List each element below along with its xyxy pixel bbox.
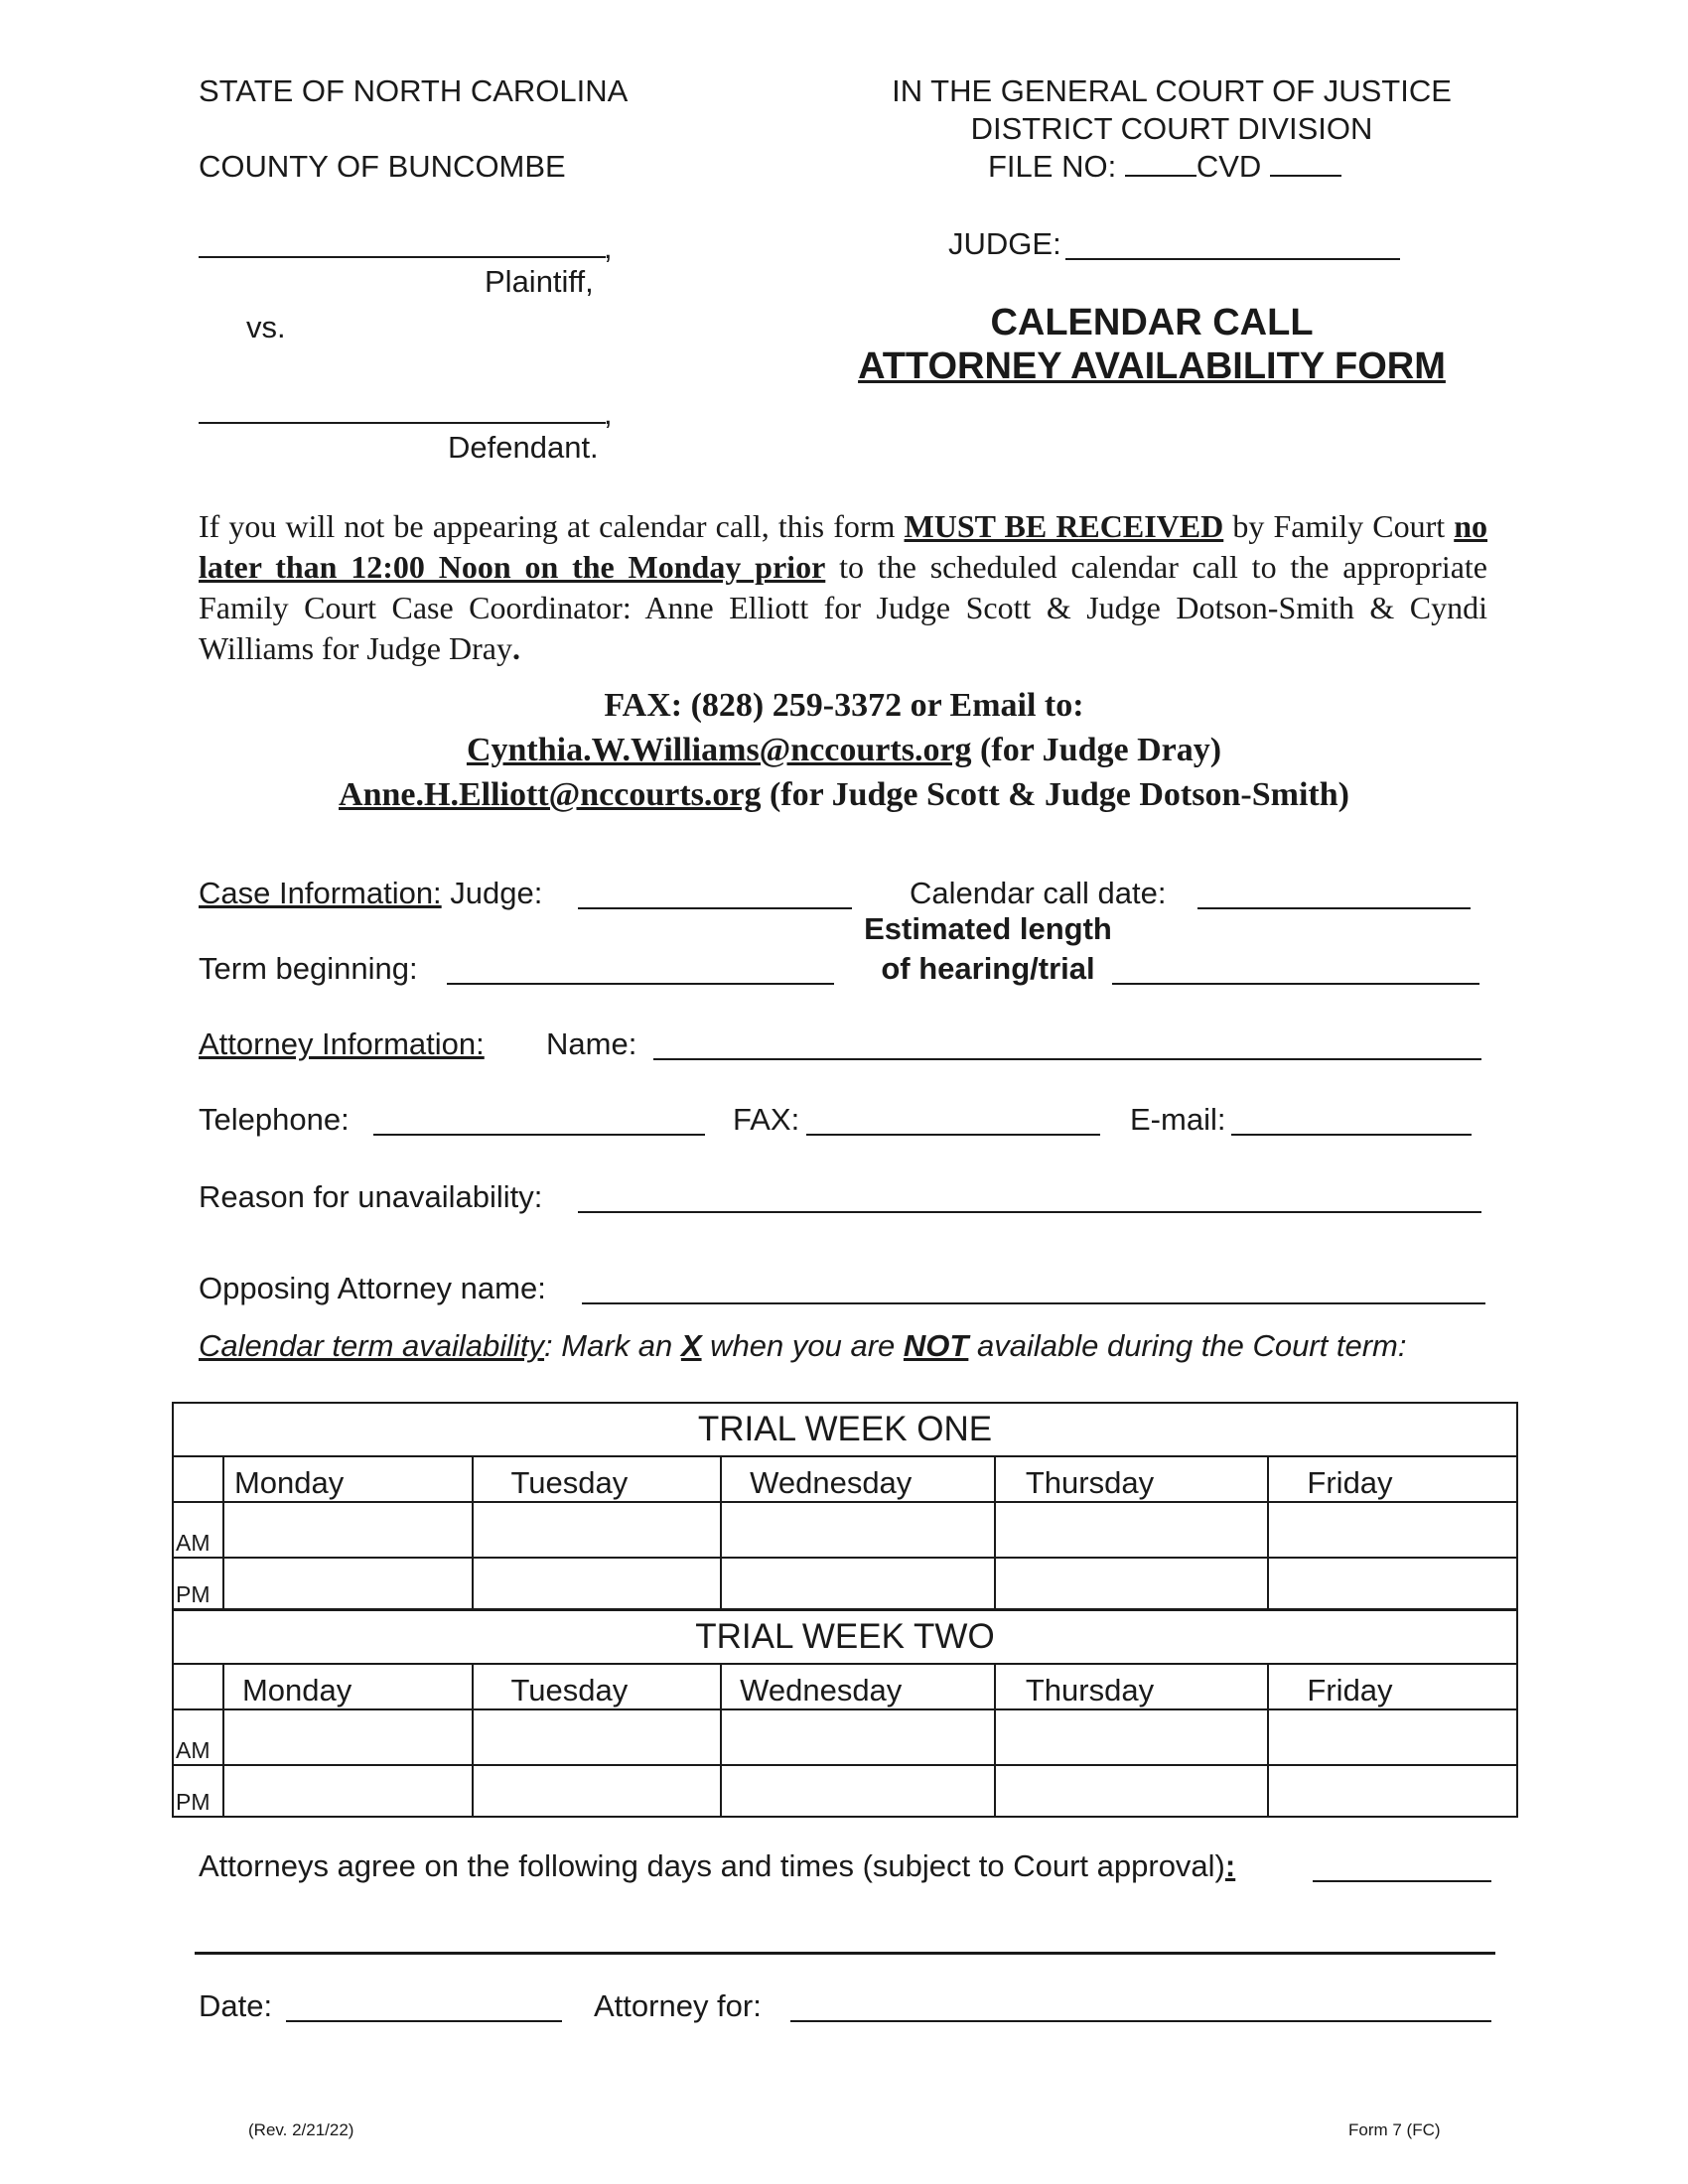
- week2-wednesday-am-cell[interactable]: [721, 1709, 995, 1765]
- estimated-length-label-line2: of hearing/trial: [881, 951, 1095, 986]
- week2-thursday-pm-cell[interactable]: [995, 1765, 1269, 1817]
- fax-blank[interactable]: [806, 1134, 1100, 1136]
- week2-tuesday-am-cell[interactable]: [473, 1709, 722, 1765]
- attorney-for-blank[interactable]: [790, 2020, 1491, 2022]
- file-no-year-blank[interactable]: [1125, 149, 1196, 177]
- file-no-number-blank[interactable]: [1270, 149, 1341, 177]
- day-header-monday: Monday: [223, 1664, 473, 1709]
- week2-wednesday-pm-cell[interactable]: [721, 1765, 995, 1817]
- telephone-blank[interactable]: [373, 1134, 705, 1136]
- reason-unavailability-label: Reason for unavailability:: [199, 1179, 543, 1214]
- agreement-line-blank[interactable]: [195, 1952, 1495, 1955]
- calendar-call-date-blank[interactable]: [1197, 907, 1471, 909]
- not-emphasis: NOT: [903, 1328, 969, 1363]
- judge-header-blank[interactable]: [1065, 258, 1400, 260]
- week1-thursday-pm-cell[interactable]: [995, 1558, 1269, 1610]
- week2-friday-pm-cell[interactable]: [1268, 1765, 1517, 1817]
- instructions-paragraph: [199, 506, 1487, 669]
- email-line-scott: [149, 776, 1539, 814]
- week2-thursday-am-cell[interactable]: [995, 1709, 1269, 1765]
- agreement-inline-blank[interactable]: [1313, 1880, 1491, 1882]
- court-name-line2: DISTRICT COURT DIVISION: [970, 111, 1373, 146]
- corner-cell: [173, 1456, 223, 1502]
- case-judge-blank[interactable]: [578, 907, 852, 909]
- form-title-line1: CALENDAR CALL: [990, 302, 1314, 343]
- availability-intro-label: Calendar term availability: [199, 1328, 545, 1363]
- court-name-line1: IN THE GENERAL COURT OF JUSTICE: [892, 73, 1452, 108]
- week2-monday-pm-cell[interactable]: [223, 1765, 473, 1817]
- attorney-info-section-label: Attorney Information:: [199, 1026, 485, 1061]
- instructions-text-3: to the scheduled calendar call to the appropriate Family Court Case Coordinator: Anne Elliott for Judge Scott & Judge Dotson-Smith & Cyndi Williams for Judge Dray: [199, 549, 1488, 666]
- trial-week-two-title: TRIAL WEEK TWO: [173, 1610, 1517, 1665]
- email-note-dray: (for Judge Dray): [971, 732, 1222, 768]
- week1-friday-am-cell[interactable]: [1268, 1502, 1517, 1558]
- fax-label: FAX:: [733, 1102, 800, 1137]
- day-header-wednesday: Wednesday: [721, 1664, 995, 1709]
- plaintiff-comma: ,: [604, 230, 613, 265]
- day-header-wednesday: Wednesday: [721, 1456, 995, 1502]
- email-link-williams[interactable]: Cynthia.W.Williams@nccourts.org: [466, 732, 972, 768]
- judge-header-label: JUDGE:: [948, 226, 1061, 261]
- pm-label: PM: [173, 1765, 223, 1817]
- estimated-length-blank[interactable]: [1112, 983, 1479, 985]
- plaintiff-name-blank[interactable]: [199, 256, 606, 258]
- email-note-scott: (for Judge Scott & Judge Dotson-Smith): [761, 776, 1349, 813]
- email-blank[interactable]: [1231, 1134, 1472, 1136]
- availability-table: [172, 1402, 1518, 1818]
- availability-text-2: when you are: [701, 1328, 904, 1363]
- week1-friday-pm-cell[interactable]: [1268, 1558, 1517, 1610]
- term-beginning-blank[interactable]: [447, 983, 834, 985]
- week1-wednesday-pm-cell[interactable]: [721, 1558, 995, 1610]
- availability-text-1: : Mark an: [544, 1328, 681, 1363]
- email-label: E-mail:: [1130, 1102, 1226, 1137]
- day-header-thursday: Thursday: [995, 1456, 1269, 1502]
- case-info-row: [199, 876, 542, 911]
- county-label: COUNTY OF BUNCOMBE: [199, 149, 566, 184]
- corner-cell: [173, 1664, 223, 1709]
- attorney-name-blank[interactable]: [653, 1058, 1481, 1060]
- day-header-thursday: Thursday: [995, 1664, 1269, 1709]
- agreement-colon: :: [1224, 1848, 1236, 1883]
- form-title-line2: ATTORNEY AVAILABILITY FORM: [858, 345, 1446, 387]
- day-header-tuesday: Tuesday: [473, 1456, 722, 1502]
- defendant-label: Defendant.: [448, 430, 599, 465]
- week1-monday-pm-cell[interactable]: [223, 1558, 473, 1610]
- case-info-section-label: Case Information:: [199, 876, 442, 910]
- file-no-type: CVD: [1196, 149, 1262, 184]
- trial-week-one-title: TRIAL WEEK ONE: [173, 1403, 1517, 1456]
- deadline-emphasis: no later than 12:00 Noon on the Monday prior: [199, 508, 1488, 585]
- date-blank[interactable]: [286, 2020, 562, 2022]
- x-mark-emphasis: X: [680, 1328, 702, 1363]
- plaintiff-label: Plaintiff,: [485, 264, 594, 299]
- must-be-received-emphasis: MUST BE RECEIVED: [904, 508, 1224, 544]
- vs-label: vs.: [246, 310, 286, 344]
- state-label: STATE OF NORTH CAROLINA: [199, 73, 629, 108]
- agreement-text: Attorneys agree on the following days and times (subject to Court approval): [199, 1848, 1225, 1883]
- email-line-dray: [149, 732, 1539, 769]
- agreement-statement: [199, 1848, 1235, 1884]
- day-header-friday: Friday: [1268, 1456, 1517, 1502]
- fax-line: FAX: (828) 259-3372 or Email to:: [604, 687, 1084, 724]
- form-id: Form 7 (FC): [1348, 2120, 1441, 2139]
- week1-thursday-am-cell[interactable]: [995, 1502, 1269, 1558]
- am-label: AM: [173, 1502, 223, 1558]
- defendant-name-blank[interactable]: [199, 422, 606, 424]
- calendar-call-date-label: Calendar call date:: [910, 876, 1167, 910]
- week1-monday-am-cell[interactable]: [223, 1502, 473, 1558]
- file-no-label: FILE NO:: [988, 149, 1117, 184]
- week1-wednesday-am-cell[interactable]: [721, 1502, 995, 1558]
- defendant-comma: ,: [604, 396, 613, 431]
- week1-tuesday-pm-cell[interactable]: [473, 1558, 722, 1610]
- term-beginning-label: Term beginning:: [199, 951, 418, 986]
- day-header-friday: Friday: [1268, 1664, 1517, 1709]
- estimated-length-label-line1: Estimated length: [864, 911, 1112, 946]
- pm-label: PM: [173, 1558, 223, 1610]
- opposing-attorney-blank[interactable]: [582, 1302, 1485, 1304]
- day-header-tuesday: Tuesday: [473, 1664, 722, 1709]
- telephone-label: Telephone:: [199, 1102, 350, 1137]
- reason-unavailability-blank[interactable]: [578, 1211, 1481, 1213]
- week2-tuesday-pm-cell[interactable]: [473, 1765, 722, 1817]
- revision-note: (Rev. 2/21/22): [248, 2120, 354, 2139]
- email-link-elliott[interactable]: Anne.H.Elliott@nccourts.org: [339, 776, 762, 813]
- opposing-attorney-label: Opposing Attorney name:: [199, 1271, 546, 1305]
- case-judge-label: Judge:: [450, 876, 543, 910]
- am-label: AM: [173, 1709, 223, 1765]
- day-header-monday: Monday: [223, 1456, 473, 1502]
- availability-instructions: [199, 1328, 1406, 1364]
- week2-monday-am-cell[interactable]: [223, 1709, 473, 1765]
- instructions-text-1: If you will not be appearing at calendar call, this form: [199, 508, 905, 544]
- instructions-text-2: by Family Court: [1223, 508, 1455, 544]
- attorney-for-label: Attorney for:: [594, 1988, 762, 2023]
- week2-friday-am-cell[interactable]: [1268, 1709, 1517, 1765]
- attorney-name-label: Name:: [546, 1026, 637, 1061]
- instructions-period: .: [511, 630, 520, 666]
- week1-tuesday-am-cell[interactable]: [473, 1502, 722, 1558]
- date-label: Date:: [199, 1988, 273, 2023]
- file-number-row: [988, 149, 1341, 185]
- availability-text-3: available during the Court term:: [968, 1328, 1407, 1363]
